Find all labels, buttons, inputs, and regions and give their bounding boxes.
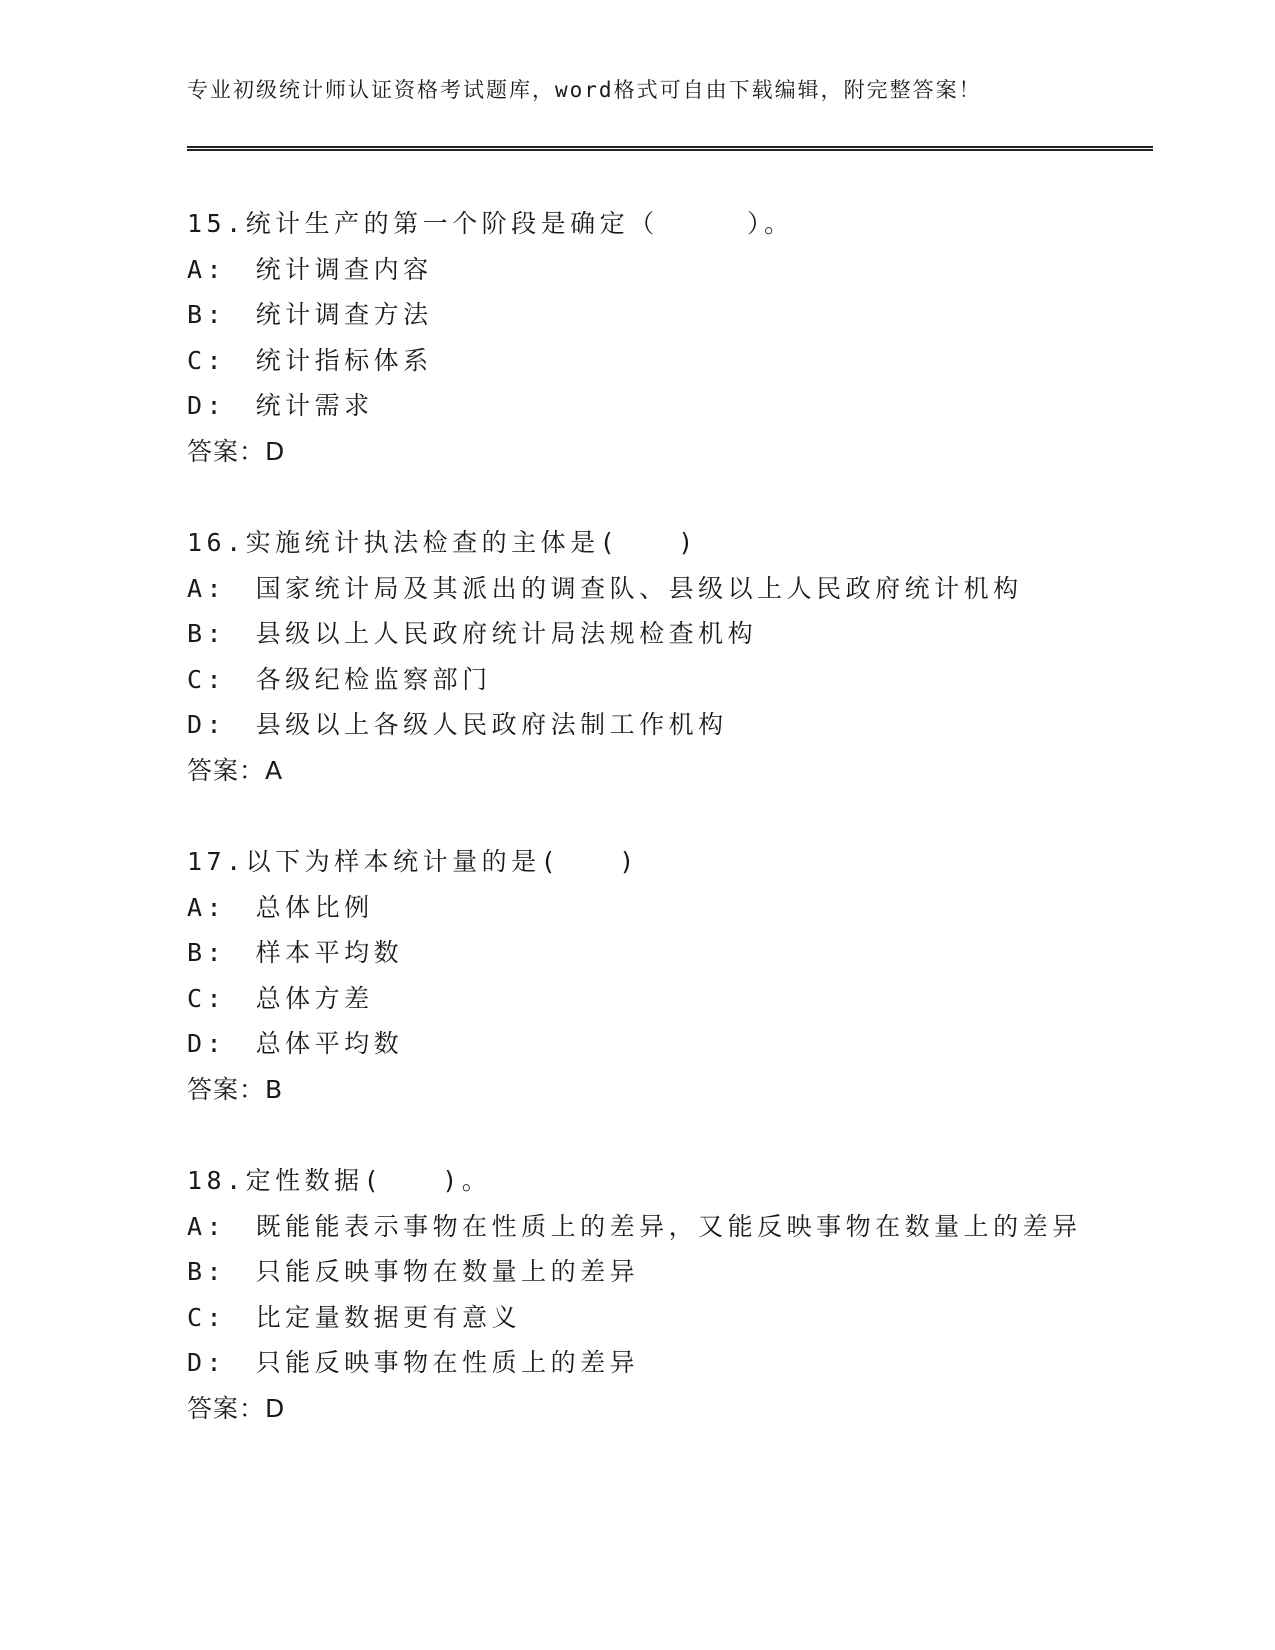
page-header: 专业初级统计师认证资格考试题库，word格式可自由下载编辑，附完整答案！ [187, 78, 982, 102]
answer-line: 答案：D [187, 1393, 286, 1423]
option-d: D: 总体平均数 [187, 1029, 404, 1058]
option-a: A: 总体比例 [187, 892, 374, 922]
question-stem: 17.以下为样本统计量的是( ) [187, 847, 639, 876]
question-block [187, 205, 1147, 478]
answer-line: 答案：D [187, 436, 286, 466]
option-c: C: 统计指标体系 [187, 345, 433, 375]
answer-line: 答案：A [187, 755, 284, 785]
option-c: C: 比定量数据更有意义 [187, 1302, 522, 1332]
option-a: A: 既能能表示事物在性质上的差异，又能反映事物在数量上的差异 [187, 1211, 1082, 1241]
option-a: A: 统计调查内容 [187, 254, 433, 284]
answer-line: 答案：B [187, 1074, 284, 1104]
question-block [187, 524, 1147, 797]
option-c: C: 各级纪检监察部门 [187, 664, 492, 694]
header-divider [187, 146, 1153, 151]
question-stem: 18.定性数据( )。 [187, 1166, 492, 1195]
option-b: B: 样本平均数 [187, 938, 404, 967]
option-b: B: 县级以上人民政府统计局法规检查机构 [187, 619, 758, 648]
question-block [187, 843, 1147, 1116]
option-b: B: 只能反映事物在数量上的差异 [187, 1257, 640, 1286]
question-block [187, 1162, 1147, 1435]
option-b: B: 统计调查方法 [187, 300, 433, 329]
option-d: D: 只能反映事物在性质上的差异 [187, 1348, 640, 1377]
option-c: C: 总体方差 [187, 983, 374, 1013]
option-d: D: 县级以上各级人民政府法制工作机构 [187, 710, 728, 739]
question-stem: 16.实施统计执法检查的主体是( ) [187, 528, 698, 557]
option-a: A: 国家统计局及其派出的调查队、县级以上人民政府统计机构 [187, 573, 1023, 603]
option-d: D: 统计需求 [187, 391, 374, 420]
question-stem: 15.统计生产的第一个阶段是确定（ ）。 [187, 209, 794, 238]
